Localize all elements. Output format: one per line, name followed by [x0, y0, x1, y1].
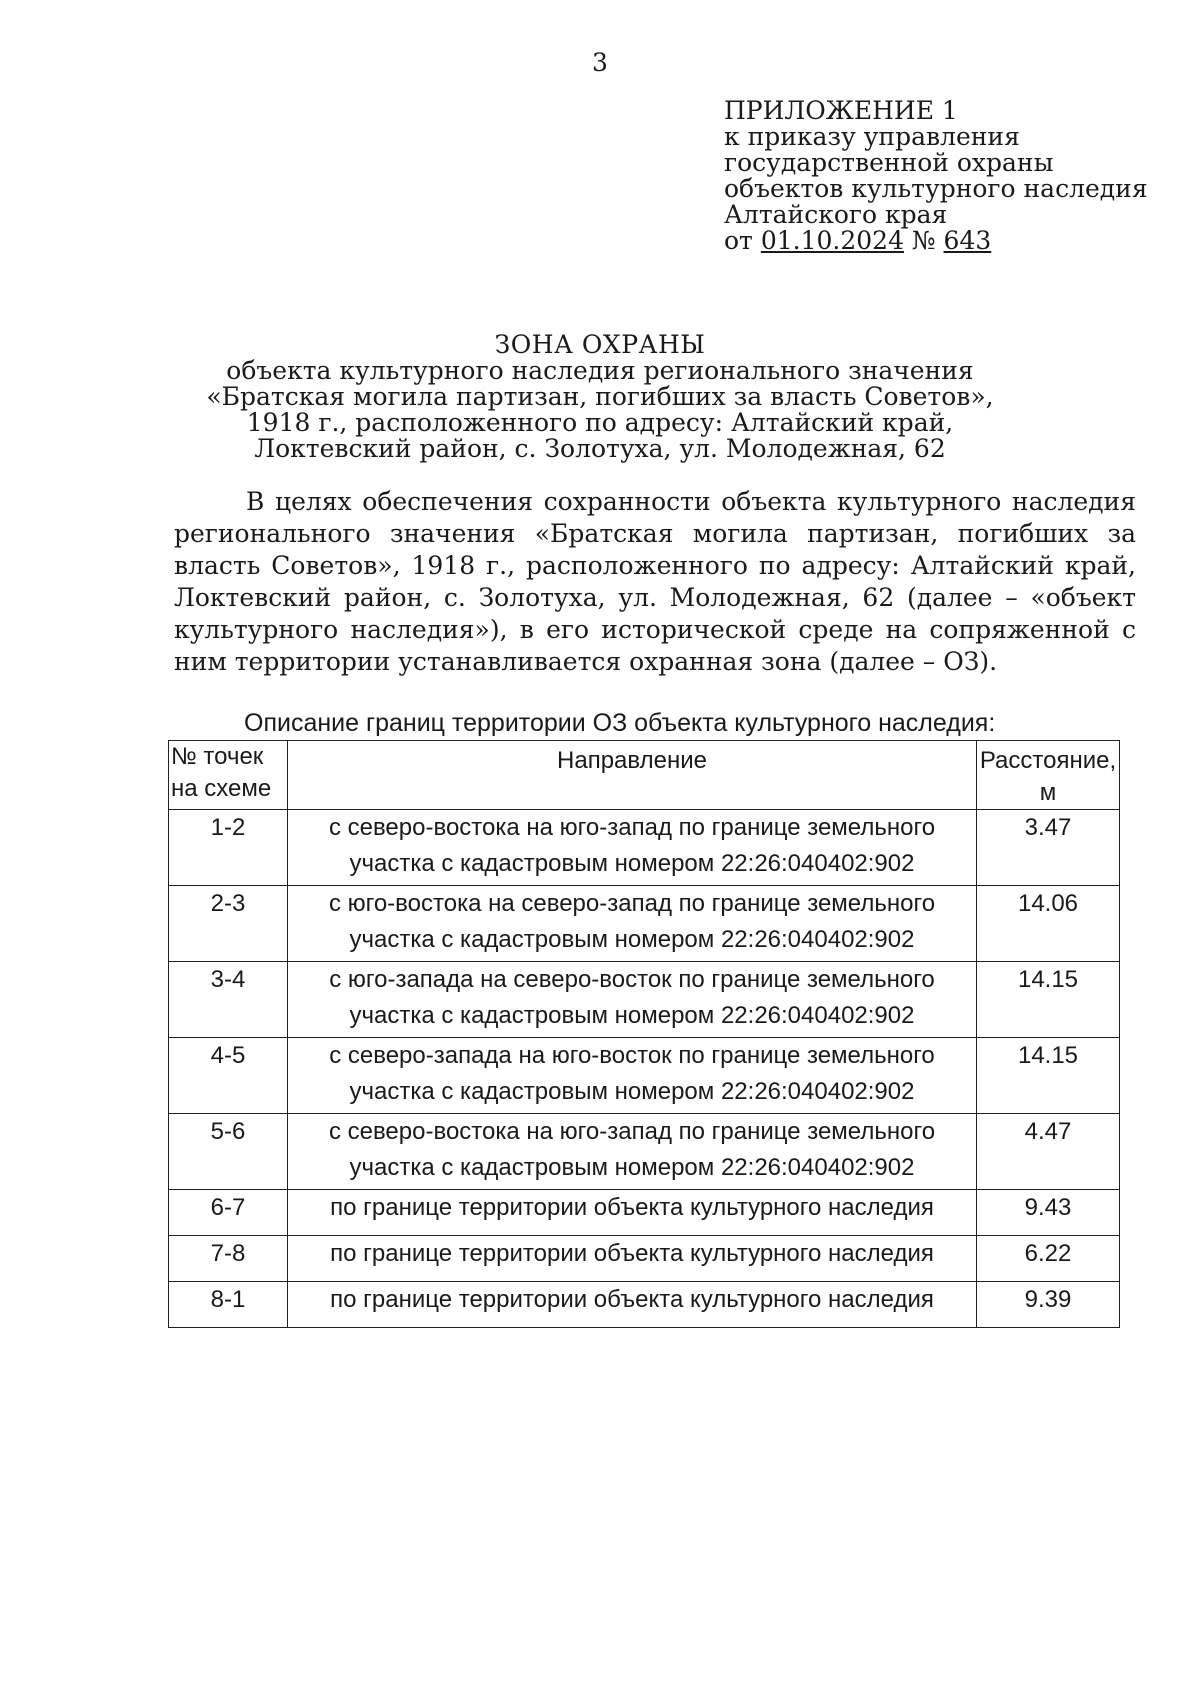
header-distance-line1: Расстояние,	[979, 747, 1117, 774]
distance-cell: 9.43	[977, 1190, 1120, 1236]
points-cell: 1-2	[169, 810, 288, 886]
number-prefix: №	[903, 226, 944, 255]
distance-cell: 14.06	[977, 886, 1120, 962]
direction-cell	[288, 1114, 977, 1190]
table-row	[169, 1282, 1120, 1328]
title-block	[0, 332, 1200, 462]
date-prefix: от	[724, 226, 761, 255]
direction-line: с северо-востока на юго-запад по границе земельного	[328, 1118, 936, 1145]
table-row	[169, 1114, 1120, 1190]
header-points	[169, 741, 288, 810]
direction-line: участка с кадастровым номером 22:26:040402:902	[349, 1002, 915, 1029]
title-line: объекта культурного наследия регионального значения	[226, 356, 974, 385]
table-row	[169, 886, 1120, 962]
distance-cell: 14.15	[977, 962, 1120, 1038]
distance-cell: 6.22	[977, 1236, 1120, 1282]
table-header-row	[169, 741, 1120, 810]
appendix-line: Алтайского края	[724, 200, 948, 229]
table-row	[169, 962, 1120, 1038]
boundary-table	[168, 740, 1120, 1328]
appendix-block	[724, 98, 1164, 254]
table-caption: Описание границ территории ОЗ объекта культурного наследия:	[244, 709, 996, 737]
direction-cell	[288, 962, 977, 1038]
direction-cell	[288, 886, 977, 962]
table-row	[169, 1236, 1120, 1282]
appendix-date-line	[724, 228, 1164, 254]
direction-cell: по границе территории объекта культурного наследия	[288, 1190, 977, 1236]
appendix-heading: ПРИЛОЖЕНИЕ 1	[724, 96, 958, 125]
points-cell: 8-1	[169, 1282, 288, 1328]
direction-line: с юго-востока на северо-запад по границе земельного	[328, 890, 936, 917]
header-distance-line2: м	[1039, 779, 1057, 806]
distance-cell: 9.39	[977, 1282, 1120, 1328]
header-distance	[977, 741, 1120, 810]
header-points-line2: на схеме	[171, 775, 272, 802]
appendix-line: государственной охраны	[724, 148, 1054, 177]
order-date: 01.10.2024	[760, 226, 904, 255]
document-title: ЗОНА ОХРАНЫ	[494, 330, 706, 359]
header-direction: Направление	[288, 741, 977, 810]
points-cell: 5-6	[169, 1114, 288, 1190]
body-paragraph: В целях обеспечения сохранности объекта культурного наследия регионального значения «Братская могила партизан, погибших за власть Советов», 1918 г., расположенного по адресу: Алтайский край, Локтевский район, с. Золотуха, ул. Молодежная, 62 (далее – «объект культурного наследия»), в его исторической среде на сопряженной с ним территории устанавливается охранная зона (далее – ОЗ).	[174, 487, 1136, 676]
title-line: Локтевский район, с. Золотуха, ул. Молодежная, 62	[254, 434, 946, 463]
direction-cell	[288, 1038, 977, 1114]
title-line: 1918 г., расположенного по адресу: Алтайский край,	[246, 408, 954, 437]
title-line: «Братская могила партизан, погибших за власть Советов»,	[206, 382, 994, 411]
table-row	[169, 1038, 1120, 1114]
direction-line: участка с кадастровым номером 22:26:040402:902	[349, 926, 915, 953]
direction-line: участка с кадастровым номером 22:26:040402:902	[349, 850, 915, 877]
direction-line: с юго-запада на северо-восток по границе земельного	[329, 966, 935, 993]
points-cell: 7-8	[169, 1236, 288, 1282]
table-row	[169, 1190, 1120, 1236]
distance-cell: 14.15	[977, 1038, 1120, 1114]
direction-line: с северо-востока на юго-запад по границе земельного	[328, 814, 936, 841]
page-number: 3	[592, 48, 608, 77]
distance-cell: 4.47	[977, 1114, 1120, 1190]
points-cell: 2-3	[169, 886, 288, 962]
table-row	[169, 810, 1120, 886]
direction-cell: по границе территории объекта культурного наследия	[288, 1282, 977, 1328]
appendix-line: к приказу управления	[724, 122, 1020, 151]
direction-cell: по границе территории объекта культурного наследия	[288, 1236, 977, 1282]
distance-cell: 3.47	[977, 810, 1120, 886]
points-cell: 6-7	[169, 1190, 288, 1236]
points-cell: 3-4	[169, 962, 288, 1038]
direction-line: участка с кадастровым номером 22:26:040402:902	[349, 1154, 915, 1181]
order-number: 643	[943, 226, 992, 255]
direction-cell	[288, 810, 977, 886]
direction-line: участка с кадастровым номером 22:26:040402:902	[349, 1078, 915, 1105]
header-points-line1: № точек	[171, 743, 264, 770]
appendix-line: объектов культурного наследия	[724, 174, 1148, 203]
points-cell: 4-5	[169, 1038, 288, 1114]
direction-line: с северо-запада на юго-восток по границе земельного	[329, 1042, 935, 1069]
